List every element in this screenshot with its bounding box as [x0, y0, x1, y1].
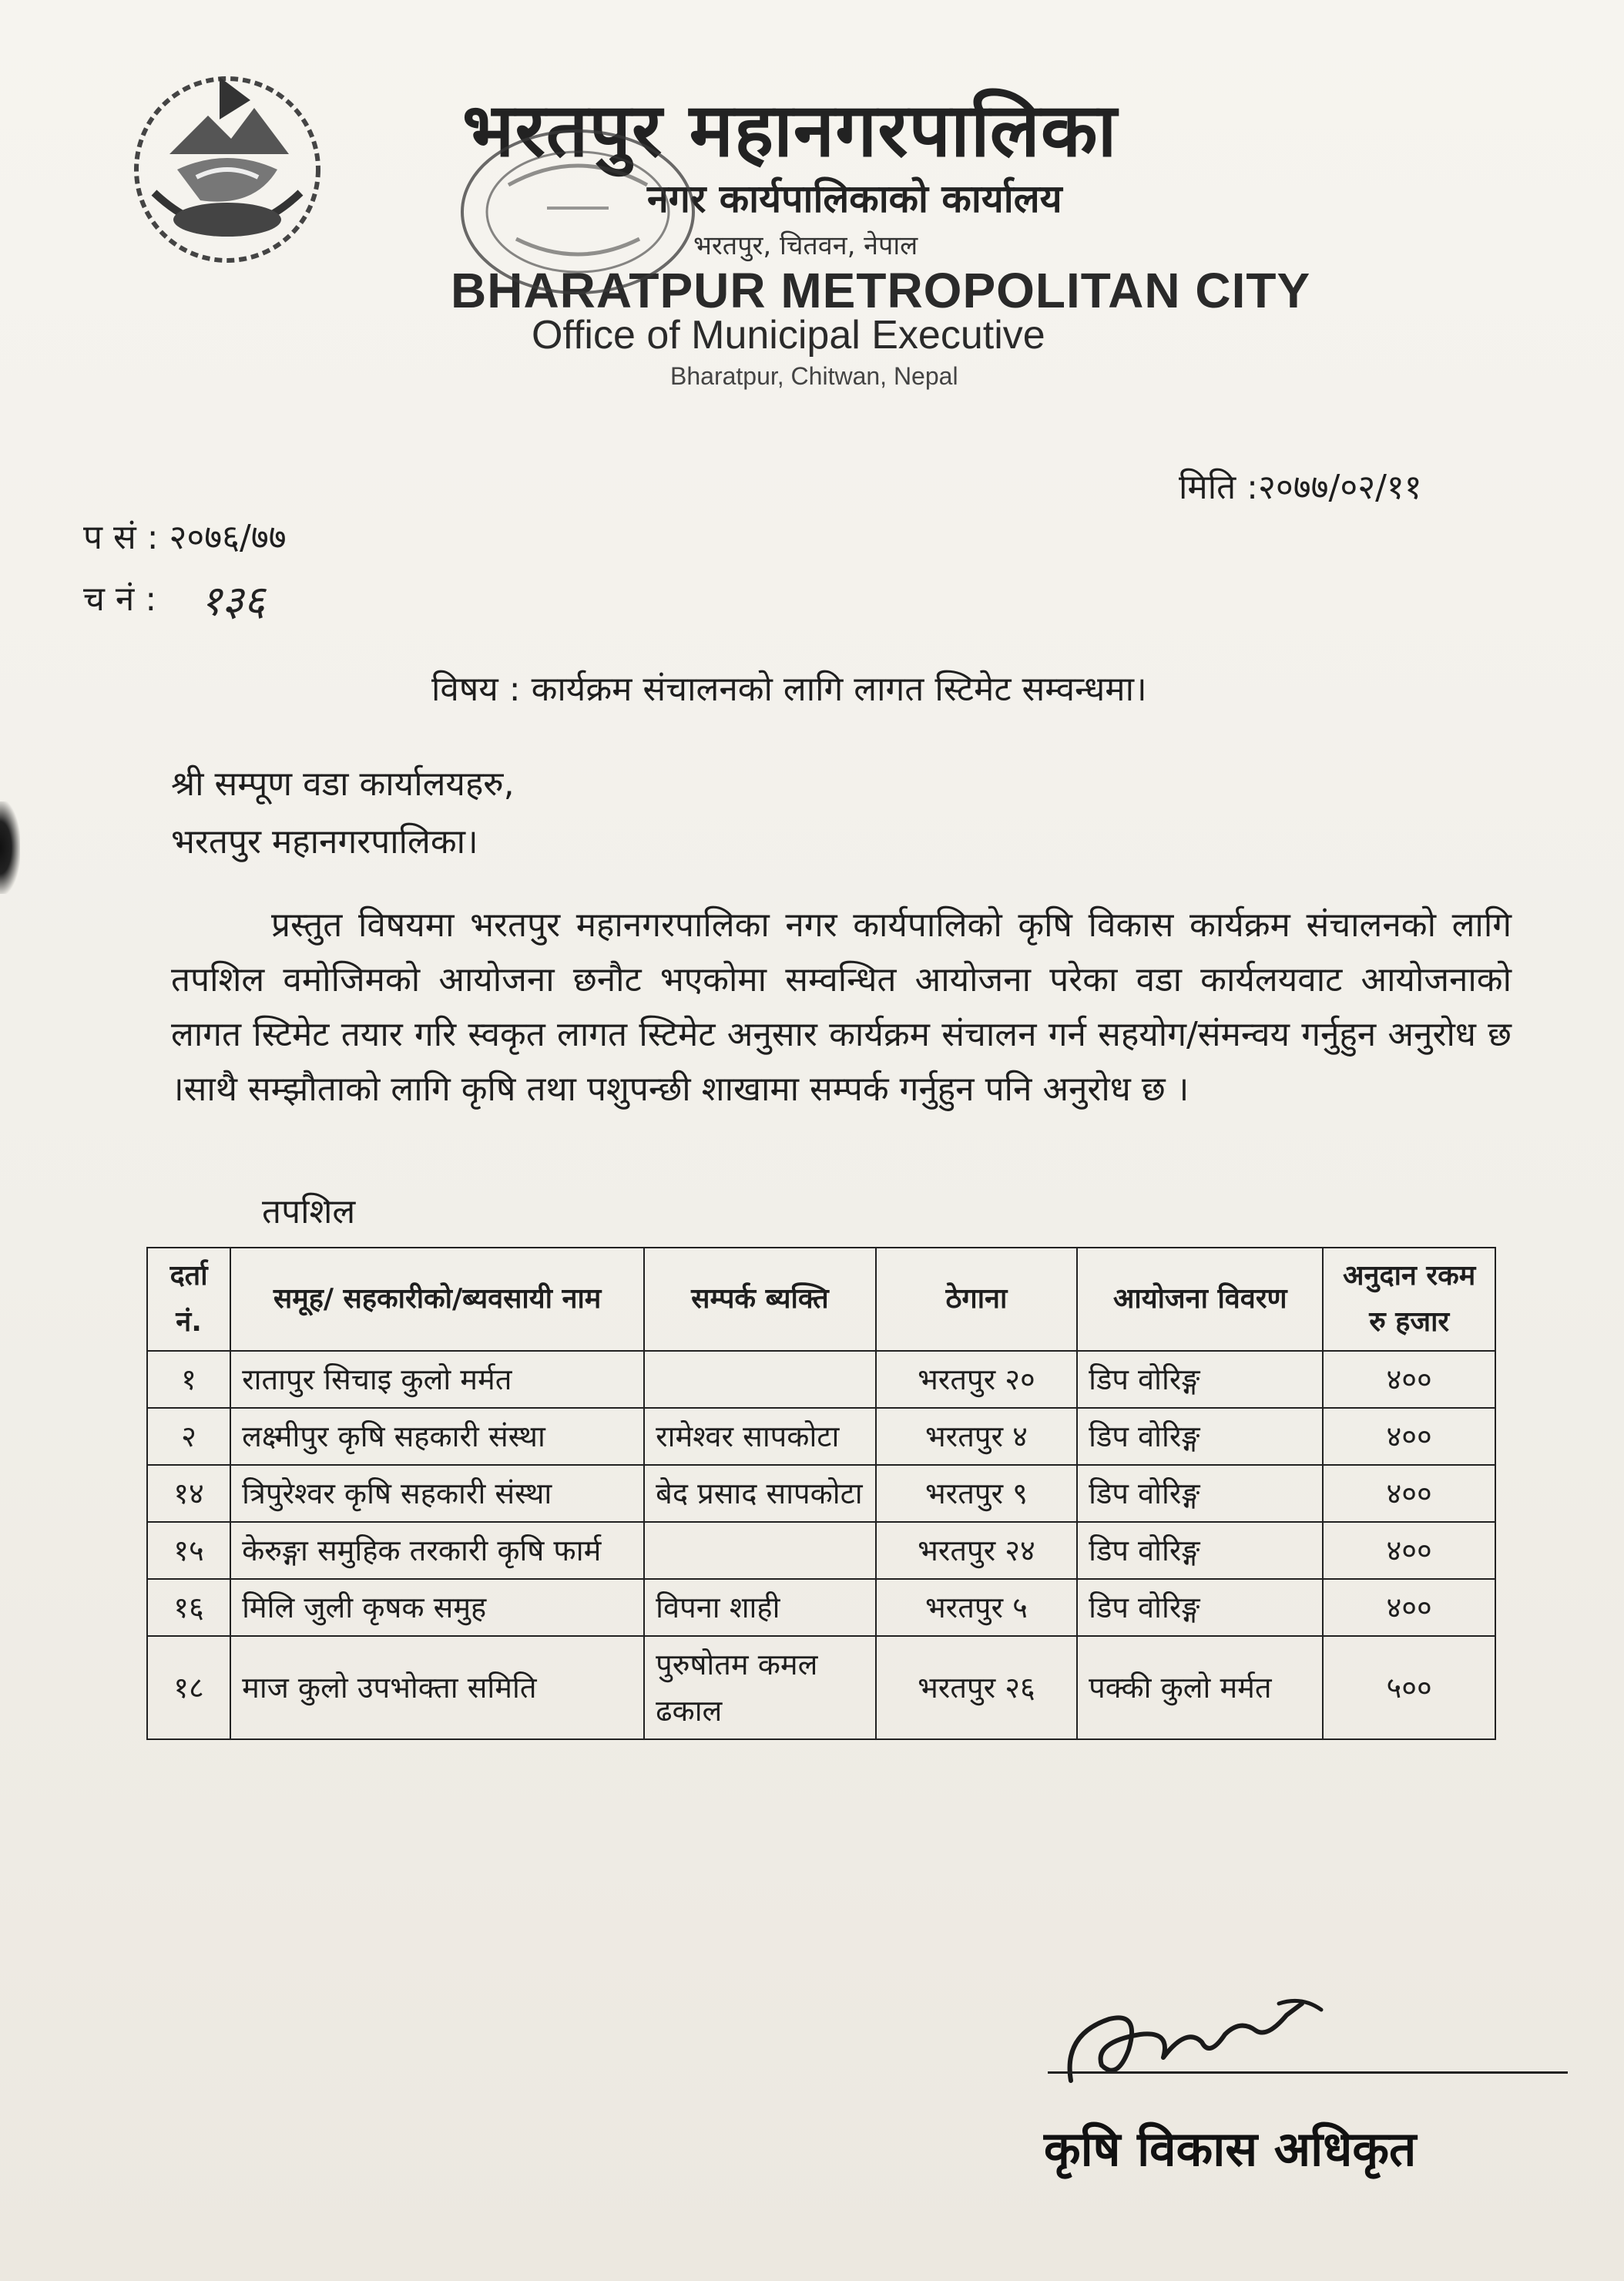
cell-project: डिप वोरिङ्ग	[1077, 1408, 1323, 1465]
cell-group: मिलि जुली कृषक समुह	[230, 1579, 644, 1636]
addressee-line-1: श्री सम्पूण वडा कार्यालयहरु,	[171, 764, 515, 804]
cell-address: भरतपुर २४	[876, 1522, 1078, 1579]
letterhead-english-title: BHARATPUR METROPOLITAN CITY	[451, 263, 1311, 318]
table-row	[147, 1351, 1495, 1408]
cell-group: रातापुर सिचाइ कुलो मर्मत	[230, 1351, 644, 1408]
cell-address: भरतपुर २०	[876, 1351, 1078, 1408]
cell-project: डिप वोरिङ्ग	[1077, 1522, 1323, 1579]
dispatch-label: च नं :	[83, 579, 157, 619]
cell-grant: ४००	[1323, 1465, 1495, 1522]
cell-grant: ४००	[1323, 1408, 1495, 1465]
schedule-label: तपशिल	[262, 1192, 356, 1231]
addressee-line-2: भरतपुर महानगरपालिका।	[171, 822, 478, 862]
cell-grant: ४००	[1323, 1579, 1495, 1636]
cell-project: डिप वोरिङ्ग	[1077, 1579, 1323, 1636]
letter-subject: विषय : कार्यक्रम संचालनको लागि लागत स्टिमेट सम्वन्धमा।	[431, 670, 1147, 709]
letter-body	[171, 898, 1512, 1117]
letterhead-nepali-office: नगर कार्यपालिकाको कार्यालय	[647, 176, 1062, 221]
letterhead-nepali-title: भरतपुर महानगरपालिका	[462, 87, 1118, 173]
header-serial: दर्ता नं.	[147, 1248, 230, 1351]
cell-address: भरतपुर ५	[876, 1579, 1078, 1636]
signature-line	[1048, 2071, 1568, 2074]
cell-project: डिप वोरिङ्ग	[1077, 1351, 1323, 1408]
header-group: समूह/ सहकारीको/ब्यवसायी नाम	[230, 1248, 644, 1351]
cell-group: माज कुलो उपभोक्ता समिति	[230, 1636, 644, 1739]
header-project: आयोजना विवरण	[1077, 1248, 1323, 1351]
handwritten-signature-icon	[1055, 1973, 1333, 2096]
cell-serial: १६	[147, 1579, 230, 1636]
header-address: ठेगाना	[876, 1248, 1078, 1351]
cell-serial: १४	[147, 1465, 230, 1522]
scan-edge-shadow	[0, 801, 20, 894]
dispatch-number: १३६	[200, 576, 266, 625]
cell-group: केरुङ्गा समुहिक तरकारी कृषि फार्म	[230, 1522, 644, 1579]
table-row	[147, 1408, 1495, 1465]
cell-contact	[644, 1351, 876, 1408]
cell-project: डिप वोरिङ्ग	[1077, 1465, 1323, 1522]
reference-number: प सं : २०७६/७७	[83, 518, 287, 557]
cell-address: भरतपुर ४	[876, 1408, 1078, 1465]
header-contact: सम्पर्क ब्यक्ति	[644, 1248, 876, 1351]
cell-contact: पुरुषोतम कमल ढकाल	[644, 1636, 876, 1739]
table-row	[147, 1522, 1495, 1579]
signatory-title: कृषि विकास अधिकृत	[1044, 2121, 1417, 2177]
cell-project: पक्की कुलो मर्मत	[1077, 1636, 1323, 1739]
letter-body-text: प्रस्तुत विषयमा भरतपुर महानगरपालिका नगर कार्यपालिको कृषि विकास कार्यक्रम संचालनको लागि तपशिल वमोजिमको आयोजना छनौट भएकोमा सम्वन्धित आयोजना परेका वडा कार्यलयवाट आयोजनाको लागत स्टिमेट तयार गरि स्वकृत लागत स्टिमेट अनुसार कार्यक्रम संचालन गर्न सहयोग/संमन्वय गर्नुहुन अनुरोध छ ।साथै सम्झौताको लागि कृषि तथा पशुपन्छी शाखामा सम्पर्क गर्नुहुन पनि अनुरोध छ ।	[171, 905, 1512, 1109]
cell-grant: ४००	[1323, 1522, 1495, 1579]
table-row	[147, 1636, 1495, 1739]
cell-group: लक्ष्मीपुर कृषि सहकारी संस्था	[230, 1408, 644, 1465]
cell-address: भरतपुर ९	[876, 1465, 1078, 1522]
cell-contact	[644, 1522, 876, 1579]
projects-table	[146, 1247, 1496, 1740]
cell-serial: २	[147, 1408, 230, 1465]
table-header-row	[147, 1248, 1495, 1351]
letterhead-english-address: Bharatpur, Chitwan, Nepal	[670, 362, 958, 390]
cell-serial: १८	[147, 1636, 230, 1739]
table-row	[147, 1465, 1495, 1522]
letterhead-nepali-address: भरतपुर, चितवन, नेपाल	[693, 230, 918, 261]
cell-serial: १	[147, 1351, 230, 1408]
header-grant: अनुदान रकम रु हजार	[1323, 1248, 1495, 1351]
cell-grant: ४००	[1323, 1351, 1495, 1408]
table-row	[147, 1579, 1495, 1636]
cell-address: भरतपुर २६	[876, 1636, 1078, 1739]
office-stamp-icon	[455, 123, 701, 301]
cell-group: त्रिपुरेश्वर कृषि सहकारी संस्था	[230, 1465, 644, 1522]
letter-date: मिति :२०७७/०२/११	[1179, 468, 1422, 507]
cell-contact: बेद प्रसाद सापकोटा	[644, 1465, 876, 1522]
nepal-emblem-icon	[123, 62, 331, 270]
cell-contact: रामेश्वर सापकोटा	[644, 1408, 876, 1465]
letterhead-english-office: Office of Municipal Executive	[532, 313, 1045, 358]
cell-contact: विपना शाही	[644, 1579, 876, 1636]
cell-grant: ५००	[1323, 1636, 1495, 1739]
cell-serial: १५	[147, 1522, 230, 1579]
